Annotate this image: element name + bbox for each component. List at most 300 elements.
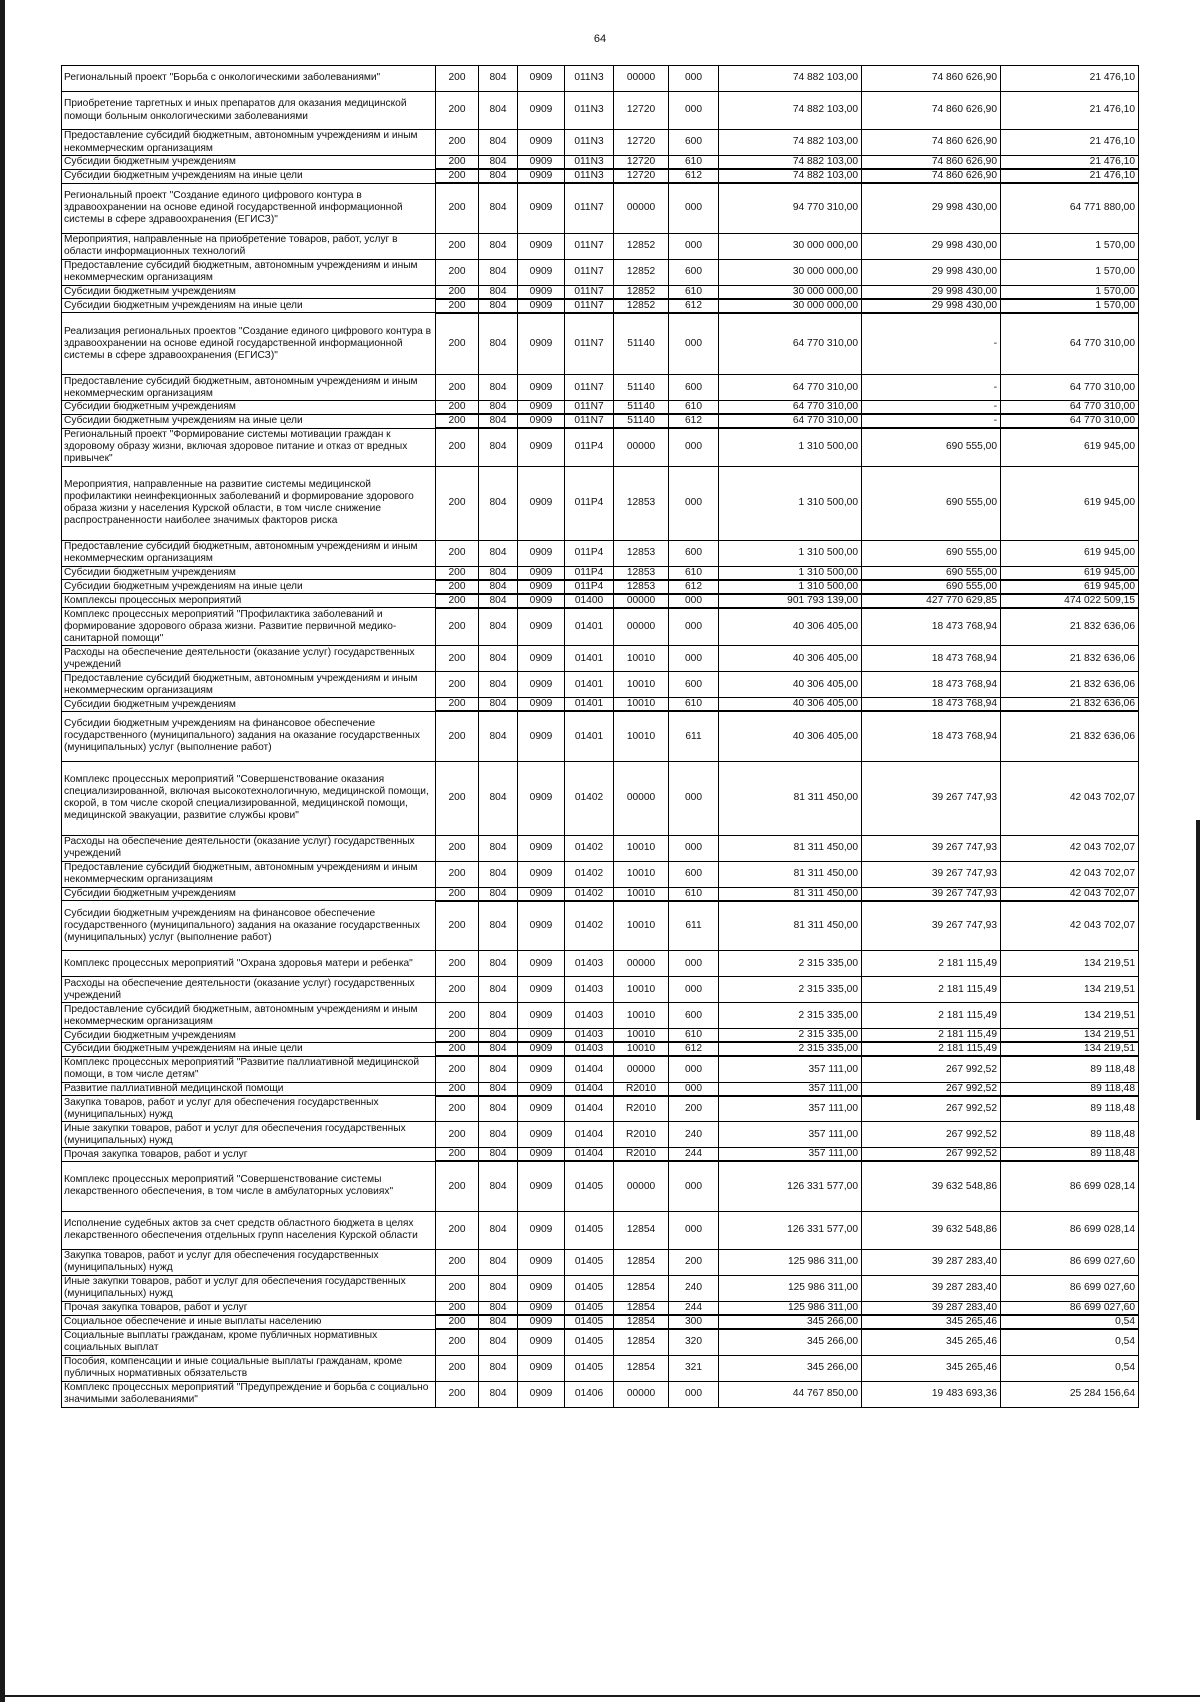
amount-3: 0,54 <box>1001 1355 1139 1381</box>
amount-3: 25 284 156,64 <box>1001 1381 1139 1407</box>
amount-1: 1 310 500,00 <box>719 580 862 594</box>
col-6-code: 600 <box>669 1003 719 1029</box>
col-6-code: 000 <box>669 1381 719 1407</box>
row-name: Расходы на обеспечение деятельности (оказание услуг) государственных учреждений <box>62 835 436 861</box>
col-6-code: 610 <box>669 887 719 901</box>
col-5-code: 12720 <box>614 169 669 183</box>
amount-3: 89 118,48 <box>1001 1122 1139 1148</box>
col-2-code: 804 <box>479 299 518 313</box>
amount-2: - <box>862 375 1001 401</box>
row-name: Субсидии бюджетным учреждениям на финансовое обеспечение государственного (муниципального) задания на оказание государственных (муниципальных) услуг (выполнение работ) <box>62 901 436 951</box>
col-4-code: 01404 <box>565 1148 614 1162</box>
col-1-code: 200 <box>436 698 479 712</box>
row-name: Прочая закупка товаров, работ и услуг <box>62 1148 436 1162</box>
col-6-code: 000 <box>669 977 719 1003</box>
amount-1: 74 882 103,00 <box>719 169 862 183</box>
amount-2: 2 181 115,49 <box>862 977 1001 1003</box>
scan-right-edge <box>1196 820 1200 1120</box>
col-6-code: 000 <box>669 1161 719 1211</box>
amount-3: 619 945,00 <box>1001 540 1139 566</box>
col-2-code: 804 <box>479 1096 518 1122</box>
amount-2: 427 770 629,85 <box>862 594 1001 608</box>
table-row <box>62 1096 1139 1122</box>
col-5-code: 10010 <box>614 901 669 951</box>
amount-2: 74 860 626,90 <box>862 156 1001 170</box>
amount-2: 29 998 430,00 <box>862 285 1001 299</box>
col-5-code: 51140 <box>614 401 669 415</box>
table-row <box>62 1122 1139 1148</box>
row-name: Расходы на обеспечение деятельности (оказание услуг) государственных учреждений <box>62 646 436 672</box>
amount-3: 134 219,51 <box>1001 1029 1139 1043</box>
row-name: Субсидии бюджетным учреждениям <box>62 566 436 580</box>
table-row <box>62 1211 1139 1249</box>
table-row <box>62 1042 1139 1056</box>
amount-1: 357 111,00 <box>719 1122 862 1148</box>
amount-2: 29 998 430,00 <box>862 259 1001 285</box>
col-2-code: 804 <box>479 1003 518 1029</box>
table-row <box>62 299 1139 313</box>
amount-2: 39 632 548,86 <box>862 1211 1001 1249</box>
col-2-code: 804 <box>479 1122 518 1148</box>
table-row <box>62 156 1139 170</box>
col-2-code: 804 <box>479 169 518 183</box>
col-4-code: 011N7 <box>565 285 614 299</box>
col-5-code: 00000 <box>614 1161 669 1211</box>
col-2-code: 804 <box>479 1161 518 1211</box>
table-row <box>62 761 1139 835</box>
col-4-code: 011P4 <box>565 466 614 540</box>
col-4-code: 01405 <box>565 1329 614 1355</box>
col-5-code: 12853 <box>614 580 669 594</box>
col-4-code: 011N7 <box>565 183 614 233</box>
col-6-code: 000 <box>669 594 719 608</box>
amount-2: 39 267 747,93 <box>862 887 1001 901</box>
table-row <box>62 1056 1139 1082</box>
col-3-code: 0909 <box>518 1148 565 1162</box>
col-1-code: 200 <box>436 183 479 233</box>
amount-3: 64 770 310,00 <box>1001 313 1139 375</box>
row-name: Мероприятия, направленные на развитие системы медицинской профилактики неинфекционных заболеваний и формирование здорового образа жизни у населения Курской области, в том числе снижение распространенности наиболее значимых факторов риска <box>62 466 436 540</box>
col-2-code: 804 <box>479 375 518 401</box>
amount-3: 86 699 028,14 <box>1001 1161 1139 1211</box>
col-6-code: 000 <box>669 466 719 540</box>
col-1-code: 200 <box>436 1082 479 1096</box>
col-3-code: 0909 <box>518 1355 565 1381</box>
col-1-code: 200 <box>436 130 479 156</box>
col-3-code: 0909 <box>518 1381 565 1407</box>
amount-3: 64 770 310,00 <box>1001 414 1139 428</box>
col-5-code: 12720 <box>614 130 669 156</box>
table-row <box>62 92 1139 130</box>
row-name: Приобретение таргетных и иных препаратов для оказания медицинской помощи больным онкологическими заболеваниями <box>62 92 436 130</box>
amount-3: 21 832 636,06 <box>1001 608 1139 646</box>
col-5-code: 51140 <box>614 313 669 375</box>
col-3-code: 0909 <box>518 1329 565 1355</box>
row-name: Субсидии бюджетным учреждениям <box>62 1029 436 1043</box>
row-name: Региональный проект "Создание единого цифрового контура в здравоохранении на основе единой государственной информационной системы в сфере здравоохранения (ЕГИСЗ)" <box>62 183 436 233</box>
table-row <box>62 401 1139 415</box>
col-2-code: 804 <box>479 428 518 466</box>
col-6-code: 000 <box>669 66 719 92</box>
col-5-code: 12720 <box>614 92 669 130</box>
col-5-code: R2010 <box>614 1122 669 1148</box>
col-3-code: 0909 <box>518 1042 565 1056</box>
col-3-code: 0909 <box>518 1301 565 1315</box>
amount-2: 39 287 283,40 <box>862 1301 1001 1315</box>
amount-3: 64 771 880,00 <box>1001 183 1139 233</box>
col-3-code: 0909 <box>518 1249 565 1275</box>
col-1-code: 200 <box>436 1249 479 1275</box>
col-6-code: 000 <box>669 1211 719 1249</box>
col-5-code: 51140 <box>614 375 669 401</box>
col-3-code: 0909 <box>518 92 565 130</box>
amount-3: 86 699 028,14 <box>1001 1211 1139 1249</box>
col-5-code: 12720 <box>614 156 669 170</box>
table-row <box>62 594 1139 608</box>
col-1-code: 200 <box>436 92 479 130</box>
amount-1: 40 306 405,00 <box>719 698 862 712</box>
amount-1: 345 266,00 <box>719 1329 862 1355</box>
col-1-code: 200 <box>436 1148 479 1162</box>
col-6-code: 610 <box>669 698 719 712</box>
col-2-code: 804 <box>479 594 518 608</box>
col-5-code: 00000 <box>614 951 669 977</box>
table-row <box>62 646 1139 672</box>
amount-3: 21 832 636,06 <box>1001 646 1139 672</box>
row-name: Предоставление субсидий бюджетным, автономным учреждениям и иным некоммерческим организациям <box>62 861 436 887</box>
col-1-code: 200 <box>436 156 479 170</box>
col-6-code: 612 <box>669 299 719 313</box>
amount-3: 21 476,10 <box>1001 156 1139 170</box>
row-name: Комплекс процессных мероприятий "Развитие паллиативной медицинской помощи, в том числе детям" <box>62 1056 436 1082</box>
col-3-code: 0909 <box>518 698 565 712</box>
table-row <box>62 259 1139 285</box>
amount-3: 1 570,00 <box>1001 299 1139 313</box>
amount-1: 81 311 450,00 <box>719 861 862 887</box>
col-1-code: 200 <box>436 1096 479 1122</box>
table-row <box>62 566 1139 580</box>
col-5-code: 51140 <box>614 414 669 428</box>
amount-1: 2 315 335,00 <box>719 1042 862 1056</box>
col-1-code: 200 <box>436 594 479 608</box>
col-2-code: 804 <box>479 901 518 951</box>
col-2-code: 804 <box>479 608 518 646</box>
row-name: Развитие паллиативной медицинской помощи <box>62 1082 436 1096</box>
amount-3: 21 476,10 <box>1001 92 1139 130</box>
amount-2: 29 998 430,00 <box>862 233 1001 259</box>
col-1-code: 200 <box>436 608 479 646</box>
amount-1: 74 882 103,00 <box>719 156 862 170</box>
table-row <box>62 698 1139 712</box>
col-2-code: 804 <box>479 711 518 761</box>
col-6-code: 000 <box>669 951 719 977</box>
col-5-code: R2010 <box>614 1082 669 1096</box>
table-row <box>62 861 1139 887</box>
col-6-code: 610 <box>669 566 719 580</box>
col-4-code: 01403 <box>565 1042 614 1056</box>
col-1-code: 200 <box>436 169 479 183</box>
amount-2: 267 992,52 <box>862 1148 1001 1162</box>
amount-1: 357 111,00 <box>719 1056 862 1082</box>
col-3-code: 0909 <box>518 580 565 594</box>
col-4-code: 01405 <box>565 1249 614 1275</box>
row-name: Иные закупки товаров, работ и услуг для обеспечения государственных (муниципальных) нужд <box>62 1275 436 1301</box>
col-5-code: 10010 <box>614 835 669 861</box>
col-4-code: 01400 <box>565 594 614 608</box>
col-3-code: 0909 <box>518 466 565 540</box>
table-row <box>62 1082 1139 1096</box>
amount-3: 42 043 702,07 <box>1001 901 1139 951</box>
col-5-code: 10010 <box>614 711 669 761</box>
amount-2: 39 267 747,93 <box>862 835 1001 861</box>
amount-3: 0,54 <box>1001 1315 1139 1329</box>
col-2-code: 804 <box>479 646 518 672</box>
col-5-code: 00000 <box>614 428 669 466</box>
amount-2: 690 555,00 <box>862 466 1001 540</box>
amount-1: 1 310 500,00 <box>719 428 862 466</box>
col-3-code: 0909 <box>518 540 565 566</box>
col-5-code: R2010 <box>614 1096 669 1122</box>
amount-3: 21 476,10 <box>1001 169 1139 183</box>
col-5-code: 12854 <box>614 1301 669 1315</box>
table-row <box>62 1249 1139 1275</box>
amount-3: 1 570,00 <box>1001 233 1139 259</box>
row-name: Субсидии бюджетным учреждениям <box>62 401 436 415</box>
col-6-code: 610 <box>669 401 719 415</box>
col-6-code: 600 <box>669 375 719 401</box>
col-4-code: 011P4 <box>565 428 614 466</box>
col-3-code: 0909 <box>518 1122 565 1148</box>
col-4-code: 011P4 <box>565 580 614 594</box>
page-number: 64 <box>593 33 607 45</box>
col-2-code: 804 <box>479 1029 518 1043</box>
amount-2: 74 860 626,90 <box>862 169 1001 183</box>
col-4-code: 01405 <box>565 1161 614 1211</box>
col-5-code: 12853 <box>614 466 669 540</box>
amount-1: 94 770 310,00 <box>719 183 862 233</box>
col-1-code: 200 <box>436 1211 479 1249</box>
col-2-code: 804 <box>479 259 518 285</box>
amount-1: 81 311 450,00 <box>719 901 862 951</box>
col-5-code: 12854 <box>614 1211 669 1249</box>
table-body <box>62 66 1139 1408</box>
col-2-code: 804 <box>479 466 518 540</box>
col-5-code: 12854 <box>614 1355 669 1381</box>
col-4-code: 01402 <box>565 887 614 901</box>
amount-3: 474 022 509,15 <box>1001 594 1139 608</box>
col-2-code: 804 <box>479 835 518 861</box>
col-4-code: 011N3 <box>565 130 614 156</box>
amount-3: 42 043 702,07 <box>1001 887 1139 901</box>
scan-bottom-edge <box>5 1695 1200 1697</box>
col-2-code: 804 <box>479 1148 518 1162</box>
col-4-code: 01403 <box>565 1003 614 1029</box>
col-6-code: 321 <box>669 1355 719 1381</box>
col-2-code: 804 <box>479 1275 518 1301</box>
col-2-code: 804 <box>479 1355 518 1381</box>
amount-2: 39 287 283,40 <box>862 1249 1001 1275</box>
amount-2: 2 181 115,49 <box>862 951 1001 977</box>
col-2-code: 804 <box>479 951 518 977</box>
table-row <box>62 1301 1139 1315</box>
col-1-code: 200 <box>436 1355 479 1381</box>
amount-1: 2 315 335,00 <box>719 1003 862 1029</box>
row-name: Прочая закупка товаров, работ и услуг <box>62 1301 436 1315</box>
amount-1: 125 986 311,00 <box>719 1301 862 1315</box>
table-row <box>62 414 1139 428</box>
col-2-code: 804 <box>479 698 518 712</box>
amount-2: 267 992,52 <box>862 1056 1001 1082</box>
col-1-code: 200 <box>436 672 479 698</box>
row-name: Субсидии бюджетным учреждениям <box>62 156 436 170</box>
col-6-code: 000 <box>669 313 719 375</box>
col-4-code: 01401 <box>565 672 614 698</box>
col-3-code: 0909 <box>518 977 565 1003</box>
col-4-code: 011N7 <box>565 233 614 259</box>
col-3-code: 0909 <box>518 428 565 466</box>
col-5-code: 12853 <box>614 566 669 580</box>
col-6-code: 000 <box>669 92 719 130</box>
amount-3: 619 945,00 <box>1001 566 1139 580</box>
col-2-code: 804 <box>479 401 518 415</box>
row-name: Субсидии бюджетным учреждениям на иные цели <box>62 580 436 594</box>
col-2-code: 804 <box>479 183 518 233</box>
table-row <box>62 1003 1139 1029</box>
amount-3: 42 043 702,07 <box>1001 761 1139 835</box>
row-name: Субсидии бюджетным учреждениям на иные цели <box>62 169 436 183</box>
amount-1: 126 331 577,00 <box>719 1211 862 1249</box>
amount-1: 2 315 335,00 <box>719 977 862 1003</box>
col-5-code: 12852 <box>614 259 669 285</box>
col-2-code: 804 <box>479 1056 518 1082</box>
table-row <box>62 977 1139 1003</box>
table-row <box>62 672 1139 698</box>
col-2-code: 804 <box>479 233 518 259</box>
col-3-code: 0909 <box>518 1211 565 1249</box>
table-row <box>62 1381 1139 1407</box>
table-row <box>62 183 1139 233</box>
col-1-code: 200 <box>436 1056 479 1082</box>
col-2-code: 804 <box>479 1329 518 1355</box>
col-6-code: 000 <box>669 646 719 672</box>
row-name: Субсидии бюджетным учреждениям на иные цели <box>62 414 436 428</box>
row-name: Исполнение судебных актов за счет средств областного бюджета в целях лекарственного обеспечения отдельных групп населения Курской области <box>62 1211 436 1249</box>
table-row <box>62 580 1139 594</box>
col-2-code: 804 <box>479 1249 518 1275</box>
col-6-code: 244 <box>669 1148 719 1162</box>
amount-1: 81 311 450,00 <box>719 835 862 861</box>
col-4-code: 011N7 <box>565 401 614 415</box>
col-5-code: 10010 <box>614 646 669 672</box>
amount-3: 134 219,51 <box>1001 977 1139 1003</box>
col-6-code: 600 <box>669 861 719 887</box>
row-name: Социальные выплаты гражданам, кроме публичных нормативных социальных выплат <box>62 1329 436 1355</box>
row-name: Комплексы процессных мероприятий <box>62 594 436 608</box>
amount-2: 29 998 430,00 <box>862 299 1001 313</box>
col-6-code: 000 <box>669 835 719 861</box>
col-4-code: 011N7 <box>565 259 614 285</box>
col-1-code: 200 <box>436 540 479 566</box>
col-5-code: 00000 <box>614 1056 669 1082</box>
col-6-code: 000 <box>669 1056 719 1082</box>
col-4-code: 01404 <box>565 1096 614 1122</box>
amount-1: 2 315 335,00 <box>719 951 862 977</box>
col-1-code: 200 <box>436 1301 479 1315</box>
col-3-code: 0909 <box>518 672 565 698</box>
col-4-code: 01403 <box>565 1029 614 1043</box>
col-4-code: 01402 <box>565 761 614 835</box>
amount-3: 619 945,00 <box>1001 466 1139 540</box>
col-1-code: 200 <box>436 414 479 428</box>
amount-3: 89 118,48 <box>1001 1082 1139 1096</box>
col-5-code: 12852 <box>614 285 669 299</box>
col-4-code: 01404 <box>565 1122 614 1148</box>
table-row <box>62 66 1139 92</box>
amount-3: 42 043 702,07 <box>1001 861 1139 887</box>
row-name: Комплекс процессных мероприятий "Совершенствование системы лекарственного обеспечения, в том числе в амбулаторных условиях" <box>62 1161 436 1211</box>
col-5-code: 12854 <box>614 1315 669 1329</box>
col-3-code: 0909 <box>518 646 565 672</box>
col-4-code: 011N7 <box>565 375 614 401</box>
col-3-code: 0909 <box>518 169 565 183</box>
col-4-code: 011N3 <box>565 66 614 92</box>
col-5-code: 12854 <box>614 1249 669 1275</box>
col-1-code: 200 <box>436 1122 479 1148</box>
col-3-code: 0909 <box>518 901 565 951</box>
amount-1: 74 882 103,00 <box>719 130 862 156</box>
col-6-code: 000 <box>669 1082 719 1096</box>
col-3-code: 0909 <box>518 566 565 580</box>
scan-left-edge <box>0 0 5 1702</box>
amount-3: 0,54 <box>1001 1329 1139 1355</box>
col-5-code: 10010 <box>614 1003 669 1029</box>
amount-1: 30 000 000,00 <box>719 299 862 313</box>
amount-1: 74 882 103,00 <box>719 66 862 92</box>
table-row <box>62 835 1139 861</box>
row-name: Предоставление субсидий бюджетным, автономным учреждениям и иным некоммерческим организациям <box>62 672 436 698</box>
col-6-code: 240 <box>669 1275 719 1301</box>
table-row <box>62 130 1139 156</box>
amount-2: 18 473 768,94 <box>862 608 1001 646</box>
col-1-code: 200 <box>436 1315 479 1329</box>
amount-2: 690 555,00 <box>862 580 1001 594</box>
col-3-code: 0909 <box>518 1029 565 1043</box>
amount-3: 89 118,48 <box>1001 1056 1139 1082</box>
col-2-code: 804 <box>479 130 518 156</box>
amount-3: 619 945,00 <box>1001 428 1139 466</box>
col-1-code: 200 <box>436 977 479 1003</box>
table-row <box>62 285 1139 299</box>
amount-1: 30 000 000,00 <box>719 233 862 259</box>
col-6-code: 612 <box>669 1042 719 1056</box>
col-4-code: 01405 <box>565 1275 614 1301</box>
col-5-code: R2010 <box>614 1148 669 1162</box>
amount-3: 89 118,48 <box>1001 1148 1139 1162</box>
amount-2: 267 992,52 <box>862 1122 1001 1148</box>
col-2-code: 804 <box>479 313 518 375</box>
col-1-code: 200 <box>436 299 479 313</box>
row-name: Пособия, компенсации и иные социальные выплаты гражданам, кроме публичных нормативных обязательств <box>62 1355 436 1381</box>
col-3-code: 0909 <box>518 711 565 761</box>
row-name: Иные закупки товаров, работ и услуг для обеспечения государственных (муниципальных) нужд <box>62 1122 436 1148</box>
col-5-code: 00000 <box>614 608 669 646</box>
col-5-code: 10010 <box>614 1042 669 1056</box>
col-1-code: 200 <box>436 313 479 375</box>
col-1-code: 200 <box>436 1275 479 1301</box>
col-1-code: 200 <box>436 901 479 951</box>
col-2-code: 804 <box>479 92 518 130</box>
amount-1: 40 306 405,00 <box>719 672 862 698</box>
